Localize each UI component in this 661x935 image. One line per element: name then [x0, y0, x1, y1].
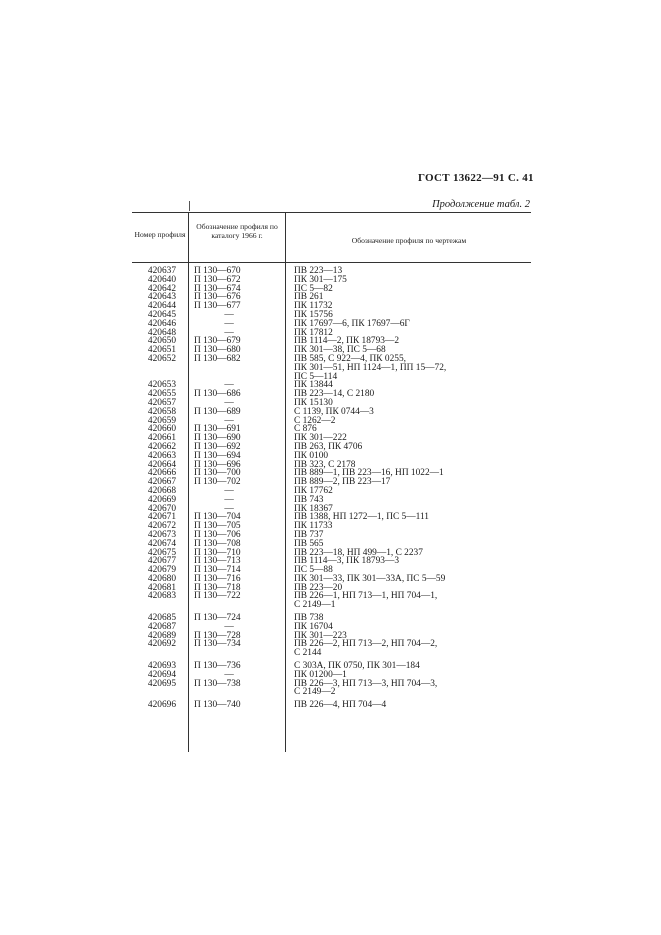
column-tick — [189, 201, 190, 211]
profile-number-cell: 420674 — [147, 538, 176, 549]
drawing-designation-cell: ПВ 223—20 — [294, 582, 343, 593]
catalog-designation-cell: П 130—705 — [194, 521, 241, 532]
catalog-designation-cell: — — [224, 415, 234, 426]
catalog-designation-cell: — — [224, 318, 234, 329]
catalog-designation-cell: П 130—714 — [194, 565, 241, 576]
catalog-designation-cell: П 130—692 — [194, 441, 241, 452]
profile-number-cell: 420657 — [147, 397, 176, 408]
catalog-designation-cell: — — [224, 621, 234, 632]
drawing-designation-cell: ПК 301—33, ПК 301—33А, ПС 5—59 — [294, 573, 446, 584]
catalog-designation-cell: П 130—686 — [194, 389, 241, 400]
drawing-designation-cell: ПК 17812 — [294, 327, 333, 338]
catalog-designation-cell: — — [224, 494, 234, 505]
profile-number-cell: 420661 — [147, 433, 176, 444]
drawing-designation-cell: ПК 11732 — [294, 301, 333, 312]
profile-number-cell: 420645 — [147, 309, 176, 320]
catalog-designation-cell: — — [224, 397, 234, 408]
drawing-designation-cell: С 1262—2 — [294, 415, 336, 426]
profile-number-cell — [132, 601, 182, 610]
profile-number-cell: 420692 — [147, 639, 176, 650]
profile-number-cell: 420681 — [147, 582, 176, 593]
profile-number-cell: 420669 — [147, 494, 176, 505]
catalog-designation-cell — [182, 601, 284, 610]
profile-number-cell: 420683 — [147, 591, 176, 602]
drawing-designation-cell: ПВ 737 — [294, 529, 324, 540]
drawing-designation-cell: ПВ 738 — [294, 613, 324, 624]
drawing-designation-cell: С 2149—2 — [294, 687, 336, 698]
table-continuation-label: Продолжение табл. 2 — [432, 199, 530, 210]
catalog-designation-cell — [182, 688, 284, 697]
profile-number-cell: 420673 — [147, 529, 176, 540]
catalog-designation-cell: П 130—724 — [194, 613, 241, 624]
header-catalog-designation: Обозначение профиля по каталогу 1966 г. — [196, 222, 278, 240]
drawing-designation-cell: ПК 15130 — [294, 397, 333, 408]
catalog-designation-cell: П 130—713 — [194, 556, 241, 567]
profile-number-cell: 420658 — [147, 406, 176, 417]
profile-number-cell: 420652 — [147, 353, 176, 364]
profile-number-cell: 420668 — [147, 485, 176, 496]
drawing-designation-cell: ПВ 1114—3, ПК 18793—3 — [294, 556, 400, 567]
drawing-designation-cell: ПК 17762 — [294, 485, 333, 496]
profile-number-cell: 420685 — [147, 613, 176, 624]
profile-number-cell: 420687 — [147, 621, 176, 632]
profile-number-cell: 420675 — [147, 547, 176, 558]
profile-number-cell: 420680 — [147, 573, 176, 584]
profile-number-cell: 420648 — [147, 327, 176, 338]
page-header: ГОСТ 13622—91 С. 41 — [418, 172, 534, 184]
drawing-designation-cell: ПВ 226—3, НП 713—3, НП 704—3, — [294, 678, 438, 689]
catalog-designation-cell: П 130—736 — [194, 661, 241, 672]
drawing-designation-cell: ПК 15756 — [294, 309, 333, 320]
catalog-designation-cell: П 130—708 — [194, 538, 241, 549]
catalog-designation-cell: П 130—690 — [194, 433, 241, 444]
drawing-designation-cell: ПК 301—223 — [294, 630, 347, 641]
table-row — [132, 285, 532, 294]
catalog-designation-cell: — — [224, 309, 234, 320]
catalog-designation-cell: П 130—680 — [194, 345, 241, 356]
catalog-designation-cell: П 130—738 — [194, 678, 241, 689]
drawing-designation-cell: ПВ 223—13 — [294, 266, 343, 276]
catalog-designation-cell: П 130—679 — [194, 336, 241, 347]
drawing-designation-cell: ПВ 223—14, С 2180 — [294, 389, 375, 400]
table-body — [132, 267, 532, 710]
header-profile-number: Номер профиля — [134, 230, 186, 239]
drawing-designation-cell: ПК 13844 — [294, 380, 333, 391]
drawing-designation-cell: ПВ 889—1, ПВ 223—16, НП 1022—1 — [294, 468, 444, 479]
profile-number-cell — [132, 688, 182, 697]
drawing-designation-cell: ПВ 1388, НП 1272—1, ПС 5—111 — [294, 512, 429, 523]
profile-number-cell: 420696 — [147, 700, 176, 711]
table-row — [132, 293, 532, 302]
catalog-designation-cell: П 130—722 — [194, 591, 241, 602]
drawing-designation-cell: С 2144 — [294, 648, 322, 659]
catalog-designation-cell: П 130—674 — [194, 283, 241, 294]
profile-number-cell: 420695 — [147, 678, 176, 689]
profile-number-cell: 420689 — [147, 630, 176, 641]
drawing-designation-cell: ПК 301—38, ПС 5—68 — [294, 345, 386, 356]
table-row — [132, 688, 532, 697]
table-row — [132, 701, 532, 710]
profile-number-cell: 420646 — [147, 318, 176, 329]
catalog-designation-cell: П 130—670 — [194, 266, 241, 276]
catalog-designation-cell — [182, 649, 284, 658]
drawing-designation-cell: ПВ 743 — [294, 494, 324, 505]
table-row — [132, 522, 532, 531]
table-row — [132, 640, 532, 649]
drawing-designation-cell: ПК 16704 — [294, 621, 333, 632]
profile-number-cell: 420640 — [147, 274, 176, 285]
profile-number-cell: 420653 — [147, 380, 176, 391]
drawing-designation-cell: ПВ 226—1, НП 713—1, НП 704—1, — [294, 591, 438, 602]
drawing-designation-cell: ПС 5—88 — [294, 565, 333, 576]
catalog-designation-cell: П 130—682 — [194, 353, 241, 364]
drawing-designation-cell: ПС 5—114 — [294, 371, 338, 382]
profile-number-cell: 420677 — [147, 556, 176, 567]
profile-number-cell: 420651 — [147, 345, 176, 356]
catalog-designation-cell: — — [224, 380, 234, 391]
catalog-designation-cell: П 130—691 — [194, 424, 241, 435]
profile-number-cell: 420667 — [147, 477, 176, 488]
catalog-designation-cell: П 130—740 — [194, 700, 241, 711]
profile-number-cell: 420664 — [147, 459, 176, 470]
table-row — [132, 443, 532, 452]
drawing-designation-cell: С 1139, ПК 0744—3 — [294, 406, 374, 417]
catalog-designation-cell: П 130—716 — [194, 573, 241, 584]
profile-number-cell: 420660 — [147, 424, 176, 435]
catalog-designation-cell: П 130—702 — [194, 477, 241, 488]
catalog-designation-cell: П 130—728 — [194, 630, 241, 641]
catalog-designation-cell: П 130—734 — [194, 639, 241, 650]
catalog-designation-cell: П 130—694 — [194, 450, 241, 461]
catalog-designation-cell: П 130—676 — [194, 292, 241, 303]
drawing-designation-cell: ПВ 261 — [294, 292, 324, 303]
table-row — [132, 649, 532, 658]
catalog-designation-cell — [182, 364, 284, 373]
profile-number-cell: 420679 — [147, 565, 176, 576]
drawing-designation-cell: ПВ 889—2, ПВ 223—17 — [294, 477, 391, 488]
catalog-designation-cell: — — [224, 485, 234, 496]
drawing-designation-cell: ПВ 565 — [294, 538, 324, 549]
profile-number-cell — [132, 649, 182, 658]
catalog-designation-cell: — — [224, 503, 234, 514]
drawing-designation-cell: ПС 5—82 — [294, 283, 333, 294]
profile-number-cell: 420643 — [147, 292, 176, 303]
drawing-designation-cell: ПВ 323, С 2178 — [294, 459, 356, 470]
header-drawing-designation: Обозначение профиля по чертежам — [351, 236, 467, 245]
drawing-designation-cell: ПК 18367 — [294, 503, 333, 514]
catalog-designation-cell: П 130—704 — [194, 512, 241, 523]
table-row — [132, 513, 532, 522]
profile-number-cell: 420694 — [147, 669, 176, 680]
table-row — [132, 487, 532, 496]
drawing-designation-cell: ПК 301—222 — [294, 433, 347, 444]
drawing-designation-cell: ПК 301—175 — [294, 274, 347, 285]
drawing-designation-cell: ПВ 585, С 922—4, ПК 0255, — [294, 353, 406, 364]
profile-number-cell: 420671 — [147, 512, 176, 523]
catalog-designation-cell: — — [224, 669, 234, 680]
catalog-designation-cell: П 130—706 — [194, 529, 241, 540]
catalog-designation-cell: П 130—718 — [194, 582, 241, 593]
drawing-designation-cell: ПВ 1114—2, ПК 18793—2 — [294, 336, 400, 347]
profile-number-cell: 420659 — [147, 415, 176, 426]
drawing-designation-cell: ПК 0100 — [294, 450, 329, 461]
table-row — [132, 417, 532, 426]
profile-number-cell: 420655 — [147, 389, 176, 400]
profile-number-cell: 420642 — [147, 283, 176, 294]
drawing-designation-cell: ПВ 263, ПК 4706 — [294, 441, 363, 452]
profile-number-cell: 420637 — [147, 266, 176, 276]
catalog-designation-cell: П 130—677 — [194, 301, 241, 312]
profile-number-cell: 420672 — [147, 521, 176, 532]
catalog-designation-cell: П 130—689 — [194, 406, 241, 417]
catalog-designation-cell: П 130—700 — [194, 468, 241, 479]
drawing-designation-cell: ПВ 223—18, НП 499—1, С 2237 — [294, 547, 423, 558]
drawing-designation-cell: ПК 301—51, НП 1124—1, ПП 15—72, — [294, 362, 447, 373]
drawing-designation-cell: С 2149—1 — [294, 600, 336, 611]
profile-number-cell: 420662 — [147, 441, 176, 452]
table-header-rule — [132, 262, 531, 263]
profile-number-cell: 420663 — [147, 450, 176, 461]
catalog-designation-cell: П 130—696 — [194, 459, 241, 470]
catalog-designation-cell: П 130—672 — [194, 274, 241, 285]
profile-number-cell — [132, 364, 182, 373]
drawing-designation-cell: ПВ 226—2, НП 713—2, НП 704—2, — [294, 639, 438, 650]
catalog-designation-cell: — — [224, 327, 234, 338]
profile-number-cell: 420666 — [147, 468, 176, 479]
drawing-designation-cell: ПК 17697—6, ПК 17697—6Г — [294, 318, 410, 329]
drawing-designation-cell: ПК 11733 — [294, 521, 333, 532]
table-row — [132, 531, 532, 540]
profile-number-cell: 420693 — [147, 661, 176, 672]
table-top-rule — [132, 212, 531, 213]
catalog-designation-cell: П 130—710 — [194, 547, 241, 558]
table-row — [132, 601, 532, 610]
profile-number-cell: 420644 — [147, 301, 176, 312]
drawing-designation-cell: С 303А, ПК 0750, ПК 301—184 — [294, 661, 420, 672]
drawing-designation-cell: С 876 — [294, 424, 317, 435]
drawing-designation-cell: ПК 01200—1 — [294, 669, 347, 680]
profile-number-cell: 420670 — [147, 503, 176, 514]
profile-number-cell: 420650 — [147, 336, 176, 347]
drawing-designation-cell: ПВ 226—4, НП 704—4 — [294, 700, 387, 711]
